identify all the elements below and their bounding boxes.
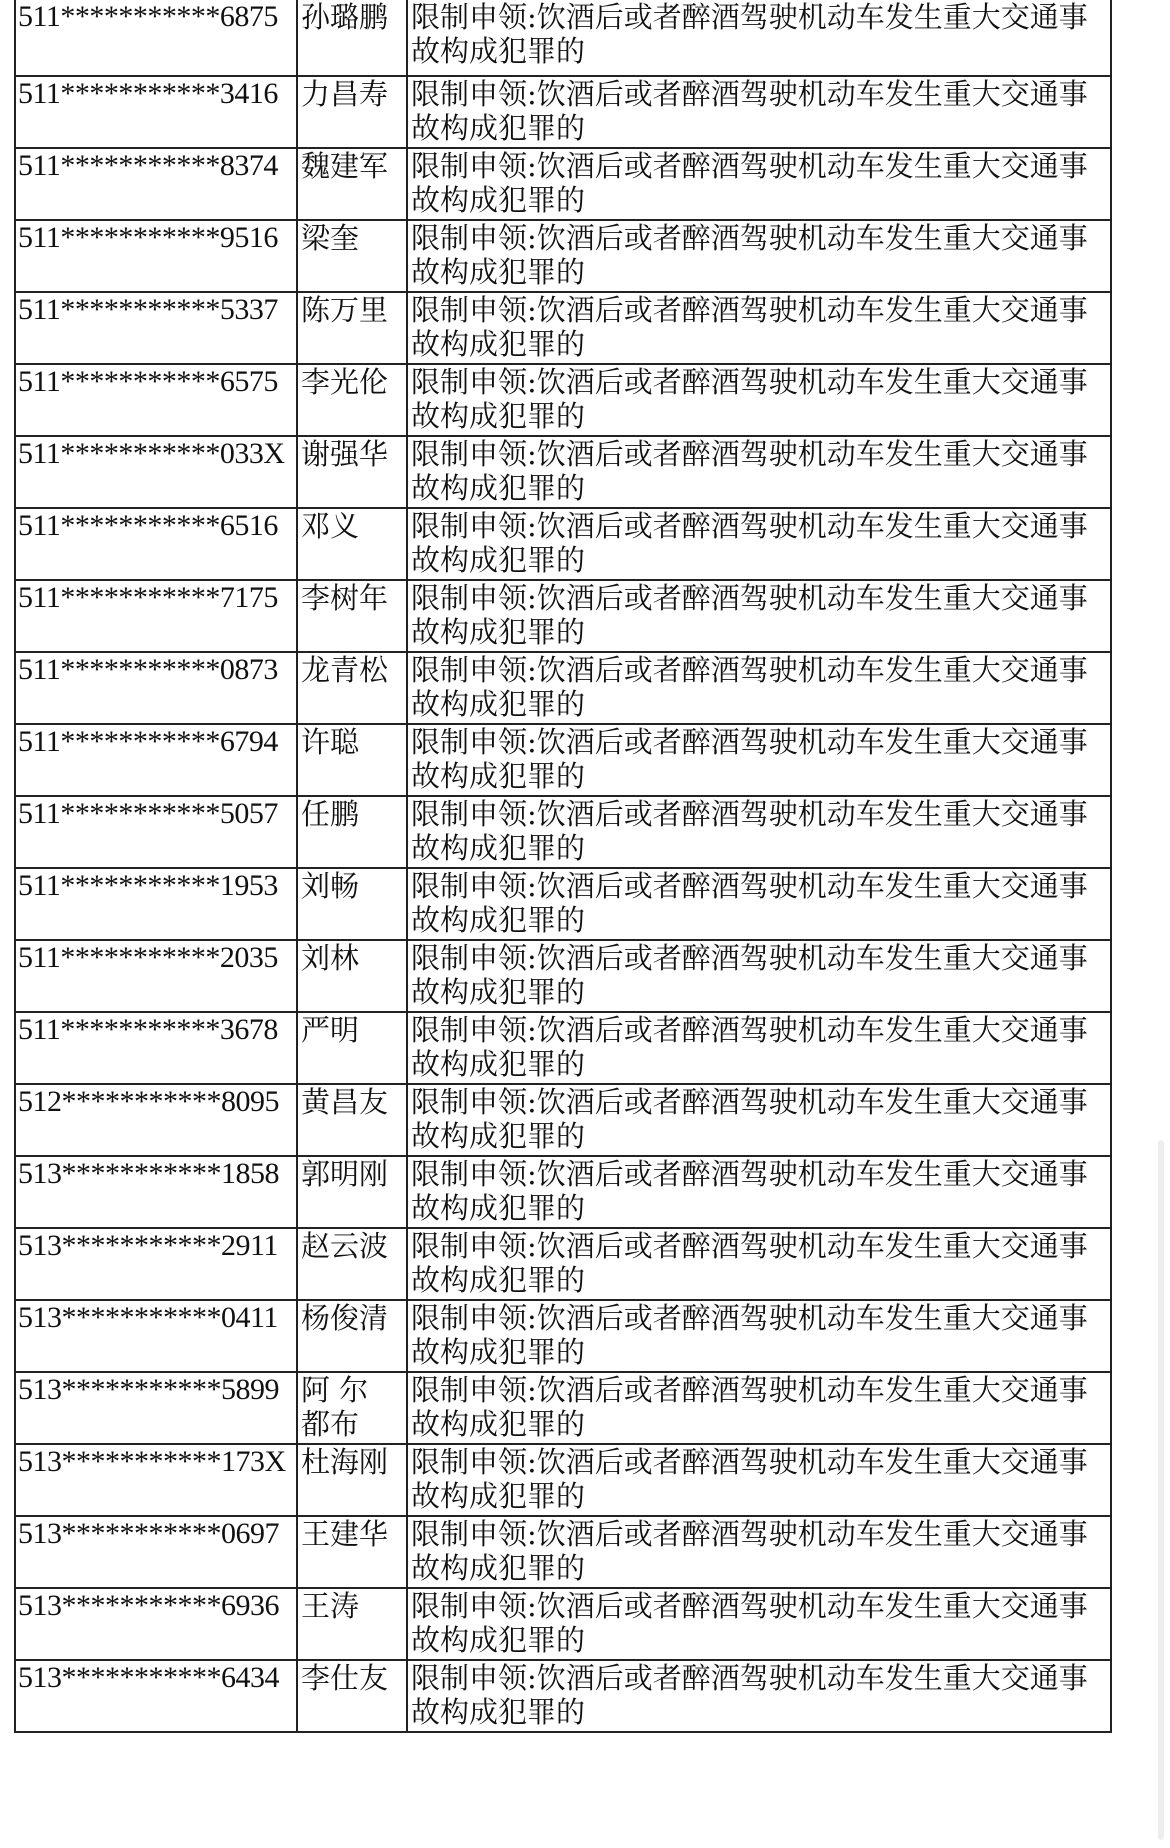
reason-cell: 限制申领:饮酒后或者醉酒驾驶机动车发生重大交通事故构成犯罪的 (407, 796, 1111, 868)
reason-cell: 限制申领:饮酒后或者醉酒驾驶机动车发生重大交通事故构成犯罪的 (407, 1084, 1111, 1156)
table-row (15, 724, 1111, 796)
name-cell: 梁奎 (297, 220, 407, 292)
id-number-cell: 511***********1953 (15, 868, 297, 940)
table-row (15, 580, 1111, 652)
reason-cell: 限制申领:饮酒后或者醉酒驾驶机动车发生重大交通事故构成犯罪的 (407, 652, 1111, 724)
name-cell: 王建华 (297, 1516, 407, 1588)
id-number-cell: 511***********9516 (15, 220, 297, 292)
table-row (15, 1660, 1111, 1732)
id-number-cell: 511***********6516 (15, 508, 297, 580)
table-row (15, 436, 1111, 508)
reason-cell: 限制申领:饮酒后或者醉酒驾驶机动车发生重大交通事故构成犯罪的 (407, 508, 1111, 580)
name-cell: 邓义 (297, 508, 407, 580)
table-row (15, 1372, 1111, 1444)
table-row (15, 1228, 1111, 1300)
table-row (15, 1084, 1111, 1156)
name-cell: 黄昌友 (297, 1084, 407, 1156)
table-row (15, 508, 1111, 580)
reason-cell: 限制申领:饮酒后或者醉酒驾驶机动车发生重大交通事故构成犯罪的 (407, 1444, 1111, 1516)
id-number-cell: 511***********0873 (15, 652, 297, 724)
reason-cell: 限制申领:饮酒后或者醉酒驾驶机动车发生重大交通事故构成犯罪的 (407, 1516, 1111, 1588)
name-cell: 阿 尔 都布 (297, 1372, 407, 1444)
reason-cell: 限制申领:饮酒后或者醉酒驾驶机动车发生重大交通事故构成犯罪的 (407, 148, 1111, 220)
name-cell: 谢强华 (297, 436, 407, 508)
reason-cell: 限制申领:饮酒后或者醉酒驾驶机动车发生重大交通事故构成犯罪的 (407, 1012, 1111, 1084)
reason-cell: 限制申领:饮酒后或者醉酒驾驶机动车发生重大交通事故构成犯罪的 (407, 364, 1111, 436)
scrollbar[interactable] (1158, 1140, 1164, 1840)
name-cell: 刘畅 (297, 868, 407, 940)
reason-cell: 限制申领:饮酒后或者醉酒驾驶机动车发生重大交通事故构成犯罪的 (407, 1228, 1111, 1300)
id-number-cell: 511***********3416 (15, 76, 297, 148)
name-cell: 郭明刚 (297, 1156, 407, 1228)
id-number-cell: 511***********033X (15, 436, 297, 508)
reason-cell: 限制申领:饮酒后或者醉酒驾驶机动车发生重大交通事故构成犯罪的 (407, 868, 1111, 940)
reason-cell: 限制申领:饮酒后或者醉酒驾驶机动车发生重大交通事故构成犯罪的 (407, 76, 1111, 148)
id-number-cell: 511***********8374 (15, 148, 297, 220)
reason-cell: 限制申领:饮酒后或者醉酒驾驶机动车发生重大交通事故构成犯罪的 (407, 1588, 1111, 1660)
table-row (15, 292, 1111, 364)
table-row (15, 652, 1111, 724)
name-cell: 杨俊清 (297, 1300, 407, 1372)
name-cell: 李仕友 (297, 1660, 407, 1732)
table-row (15, 868, 1111, 940)
id-number-cell: 511***********6575 (15, 364, 297, 436)
reason-cell: 限制申领:饮酒后或者醉酒驾驶机动车发生重大交通事故构成犯罪的 (407, 1156, 1111, 1228)
name-cell: 杜海刚 (297, 1444, 407, 1516)
id-number-cell: 513***********0411 (15, 1300, 297, 1372)
name-cell: 力昌寿 (297, 76, 407, 148)
restriction-table-body (15, 0, 1111, 1732)
id-number-cell: 511***********5337 (15, 292, 297, 364)
id-number-cell: 511***********5057 (15, 796, 297, 868)
reason-cell: 限制申领:饮酒后或者醉酒驾驶机动车发生重大交通事故构成犯罪的 (407, 1300, 1111, 1372)
table-row (15, 796, 1111, 868)
name-cell: 李光伦 (297, 364, 407, 436)
reason-cell: 限制申领:饮酒后或者醉酒驾驶机动车发生重大交通事故构成犯罪的 (407, 1372, 1111, 1444)
name-cell: 许聪 (297, 724, 407, 796)
reason-cell: 限制申领:饮酒后或者醉酒驾驶机动车发生重大交通事故构成犯罪的 (407, 1660, 1111, 1732)
table-row (15, 1444, 1111, 1516)
id-number-cell: 513***********0697 (15, 1516, 297, 1588)
name-cell: 王涛 (297, 1588, 407, 1660)
reason-cell: 限制申领:饮酒后或者醉酒驾驶机动车发生重大交通事故构成犯罪的 (407, 580, 1111, 652)
name-cell: 魏建军 (297, 148, 407, 220)
id-number-cell: 511***********6794 (15, 724, 297, 796)
name-cell: 陈万里 (297, 292, 407, 364)
id-number-cell: 513***********5899 (15, 1372, 297, 1444)
table-row (15, 148, 1111, 220)
name-cell: 李树年 (297, 580, 407, 652)
name-cell: 龙青松 (297, 652, 407, 724)
reason-cell: 限制申领:饮酒后或者醉酒驾驶机动车发生重大交通事故构成犯罪的 (407, 724, 1111, 796)
restriction-table (14, 0, 1112, 1733)
id-number-cell: 511***********2035 (15, 940, 297, 1012)
reason-cell: 限制申领:饮酒后或者醉酒驾驶机动车发生重大交通事故构成犯罪的 (407, 0, 1111, 76)
table-row (15, 76, 1111, 148)
id-number-cell: 513***********6936 (15, 1588, 297, 1660)
table-row (15, 220, 1111, 292)
name-cell: 严明 (297, 1012, 407, 1084)
table-row (15, 940, 1111, 1012)
table-row (15, 0, 1111, 76)
table-row (15, 1012, 1111, 1084)
table-row (15, 364, 1111, 436)
table-row (15, 1300, 1111, 1372)
name-cell: 任鹏 (297, 796, 407, 868)
table-row (15, 1516, 1111, 1588)
id-number-cell: 511***********3678 (15, 1012, 297, 1084)
name-cell: 刘林 (297, 940, 407, 1012)
table-row (15, 1156, 1111, 1228)
table-row (15, 1588, 1111, 1660)
id-number-cell: 513***********2911 (15, 1228, 297, 1300)
reason-cell: 限制申领:饮酒后或者醉酒驾驶机动车发生重大交通事故构成犯罪的 (407, 292, 1111, 364)
id-number-cell: 513***********1858 (15, 1156, 297, 1228)
id-number-cell: 511***********6875 (15, 0, 297, 76)
reason-cell: 限制申领:饮酒后或者醉酒驾驶机动车发生重大交通事故构成犯罪的 (407, 436, 1111, 508)
name-cell: 赵云波 (297, 1228, 407, 1300)
reason-cell: 限制申领:饮酒后或者醉酒驾驶机动车发生重大交通事故构成犯罪的 (407, 220, 1111, 292)
id-number-cell: 513***********173X (15, 1444, 297, 1516)
id-number-cell: 511***********7175 (15, 580, 297, 652)
id-number-cell: 513***********6434 (15, 1660, 297, 1732)
id-number-cell: 512***********8095 (15, 1084, 297, 1156)
name-cell: 孙璐鹏 (297, 0, 407, 76)
reason-cell: 限制申领:饮酒后或者醉酒驾驶机动车发生重大交通事故构成犯罪的 (407, 940, 1111, 1012)
